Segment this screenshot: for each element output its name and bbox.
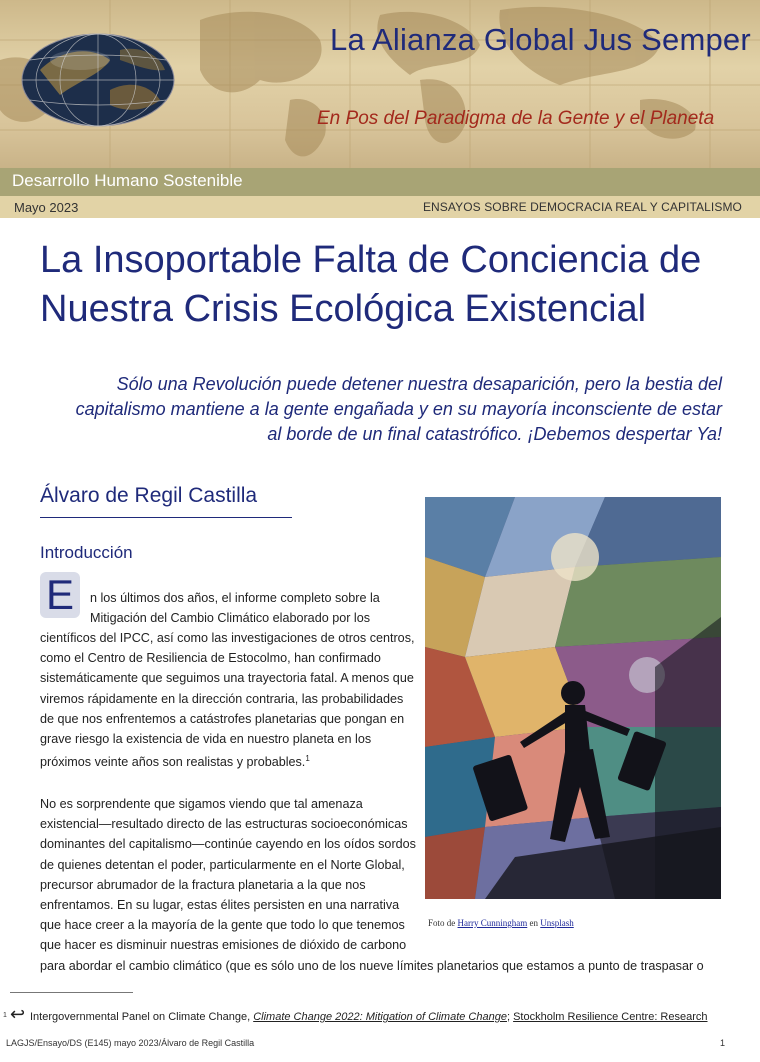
paragraph-1-line-2: Mitigación del Cambio Climático elaborado por los	[90, 611, 370, 626]
series-label: ENSAYOS SOBRE DEMOCRACIA REAL Y CAPITALISMO	[422, 200, 742, 214]
photo-caption	[428, 918, 574, 928]
globe-icon	[22, 34, 174, 126]
footnote-text	[30, 1011, 708, 1023]
footer-reference: LAGJS/Ensayo/DS (E145) mayo 2023/Álvaro de Regil Castilla	[6, 1038, 255, 1048]
paragraph-1-opening	[90, 588, 400, 628]
footnote-divider	[10, 992, 133, 993]
paragraph-2-continued: para abordar el cambio climático (que es sólo uno de los nueve límites planetarios que estamos a punto de traspasar o	[40, 959, 704, 973]
footnote-title-link[interactable]: Climate Change 2022: Mitigation of Climate Change	[253, 1011, 507, 1023]
org-title: La Alianza Global Jus Semper	[330, 22, 751, 57]
caption-prefix: Foto de	[428, 918, 456, 928]
footnote-number: 1	[3, 1012, 7, 1019]
section-heading: Introducción	[40, 543, 133, 562]
return-arrow-icon[interactable]: ↩	[10, 1004, 26, 1024]
paragraph-1	[40, 628, 420, 773]
footnote-research-link[interactable]: Stockholm Resilience Centre: Research	[513, 1011, 708, 1023]
footnote-ref[interactable]: 1	[305, 754, 310, 764]
org-tagline: En Pos del Paradigma de la Gente y el Planeta	[317, 108, 715, 129]
author-divider	[40, 517, 292, 518]
article-title: La Insoportable Falta de Conciencia de Nuestra Crisis Ecológica Existencial	[40, 239, 702, 330]
page-number: 1	[720, 1038, 726, 1048]
publication-date: Mayo 2023	[14, 200, 79, 215]
paragraph-1-line-1: n los últimos dos años, el informe completo sobre la	[90, 591, 380, 605]
paragraph-1-text: científicos del IPCC, así como las investigaciones de otros centros, como el Centro de Resiliencia de Estocolmo, han confirmado sistemáticamente que seguimos una trayectoria fatal. A menos que viremos rápidamente en la dirección contraria, las probabilidades de que nos enfrentemos a catástrofes planetarias que pongan en grave riesgo la existencia de vida en nuestro planeta en los próximos veinte años son realistas y probables.	[40, 631, 415, 770]
drop-cap: E	[40, 572, 80, 618]
section-label: Desarrollo Humano Sostenible	[12, 171, 243, 190]
photographer-link[interactable]: Harry Cunningham	[457, 918, 528, 928]
paragraph-2: No es sorprendente que sigamos viendo que tal amenaza existencial—resultado directo de las estructuras socioeconómicas dominantes del capitalismo—continúe cayendo en los oídos sordos de quienes detentan el poder, particularmente en el Norte Global, precursor abrumador de la fractura planetaria a la que nos enfrentamos. En su lugar, estas élites persisten en una narrativa que hace creer a la mayoría de la gente que todo lo que tenemos que hacer es disminuir nuestras emisiones de dióxido de carbono	[40, 797, 416, 953]
article-photo	[425, 497, 721, 899]
article-subtitle: Sólo una Revolución puede detener nuestra desaparición, pero la bestia del capitalismo mantiene a la gente engañada y en su mayoría inconsciente de estar al borde de un final catastrófico. ¡Debemos despertar Ya!	[75, 374, 722, 444]
footnote-org: Intergovernmental Panel on Climate Change,	[30, 1011, 251, 1023]
footnote-separator: ;	[506, 1011, 511, 1023]
author-name: Álvaro de Regil Castilla	[40, 484, 258, 507]
caption-mid: en	[529, 918, 539, 928]
source-link[interactable]: Unsplash	[540, 918, 574, 928]
mural-woman-illustration	[425, 497, 721, 899]
